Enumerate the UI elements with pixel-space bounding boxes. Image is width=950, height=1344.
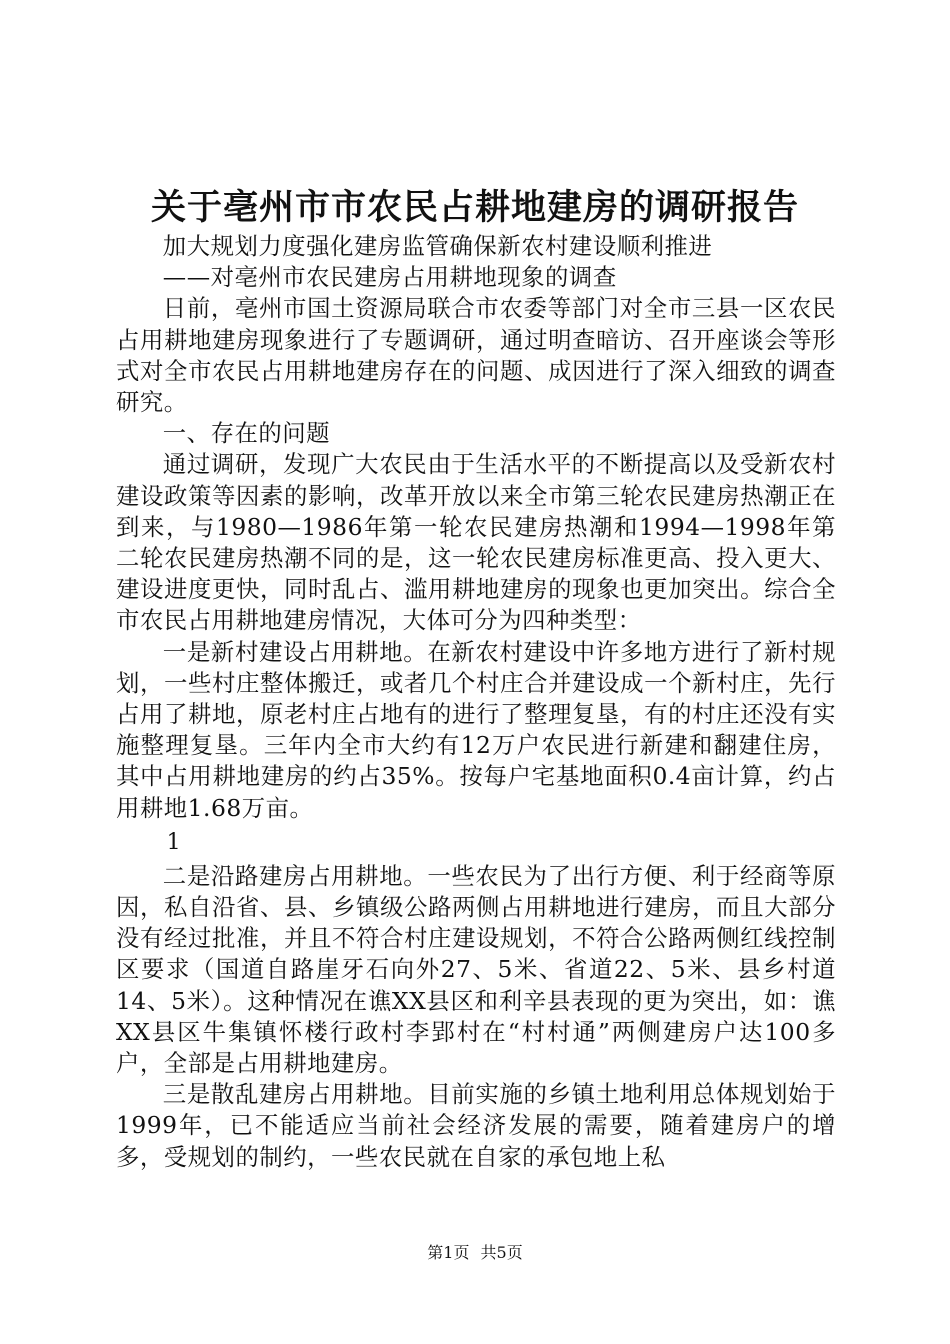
paragraph-type-three: 三是散乱建房占用耕地。目前实施的乡镇土地利用总体规划始于1999年，已不能适应当前社会经济发展的需要，随着建房户的增多，受规划的制约，一些农民就在自家的承包地上私: [116, 1080, 836, 1171]
paragraph-survey-findings: 通过调研，发现广大农民由于生活水平的不断提高以及受新农村建设政策等因素的影响，改革开放以来全市第三轮农民建房热潮正在到来，与1980—1986年第一轮农民建房热潮和1994—1998年第二轮农民建房热潮不同的是，这一轮农民建房标准更高、投入更大、建设进度更快，同时乱占、滥用耕地建房的现象也更加突出。综合全市农民占用耕地建房情况，大体可分为四种类型：: [116, 450, 836, 635]
page-number: 第1页: [427, 1243, 470, 1262]
subtitle-line-2: ——对亳州市农民建房占用耕地现象的调查: [162, 263, 617, 292]
paragraph-intro: 日前，亳州市国土资源局联合市农委等部门对全市三县一区农民占用耕地建房现象进行了专题调研，通过明查暗访、召开座谈会等形式对全市农民占用耕地建房存在的问题、成因进行了深入细致的调查研究。: [116, 294, 836, 417]
footnote-marker: 1: [166, 829, 182, 855]
document-body: [116, 231, 836, 1173]
paragraph-type-two: 二是沿路建房占用耕地。一些农民为了出行方便、利于经商等原因，私自沿省、县、乡镇级公路两侧占用耕地进行建房，而且大部分没有经过批准，并且不符合村庄建设规划，不符合公路两侧红线控制区要求（国道自路崖牙石向外27、5米、省道22、5米、县乡村道14、5米）。这种情况在谯XX县区和利辛县表现的更为突出，如：谯XX县区牛集镇怀楼行政村李郢村在“村村通”两侧建房户达100多户，全部是占用耕地建房。: [116, 861, 836, 1078]
subtitle-line-1: 加大规划力度强化建房监管确保新农村建设顺利推进: [162, 232, 713, 260]
page-total: 共5页: [480, 1243, 523, 1262]
document-title: 关于亳州市市农民占耕地建房的调研报告: [150, 187, 799, 228]
page-footer: [0, 1242, 950, 1264]
paragraph-type-one: 一是新村建设占用耕地。在新农村建设中许多地方进行了新村规划，一些村庄整体搬迁，或者几个村庄合并建设成一个新村庄，先行占用了耕地，原老村庄占地有的进行了整理复垦，有的村庄还没有实施整理复垦。三年内全市大约有12万户农民进行新建和翻建住房，其中占用耕地建房的约占35%。按每户宅基地面积0.4亩计算，约占用耕地1.68万亩。: [116, 637, 836, 822]
section-heading-problems: 一、存在的问题: [162, 419, 331, 448]
